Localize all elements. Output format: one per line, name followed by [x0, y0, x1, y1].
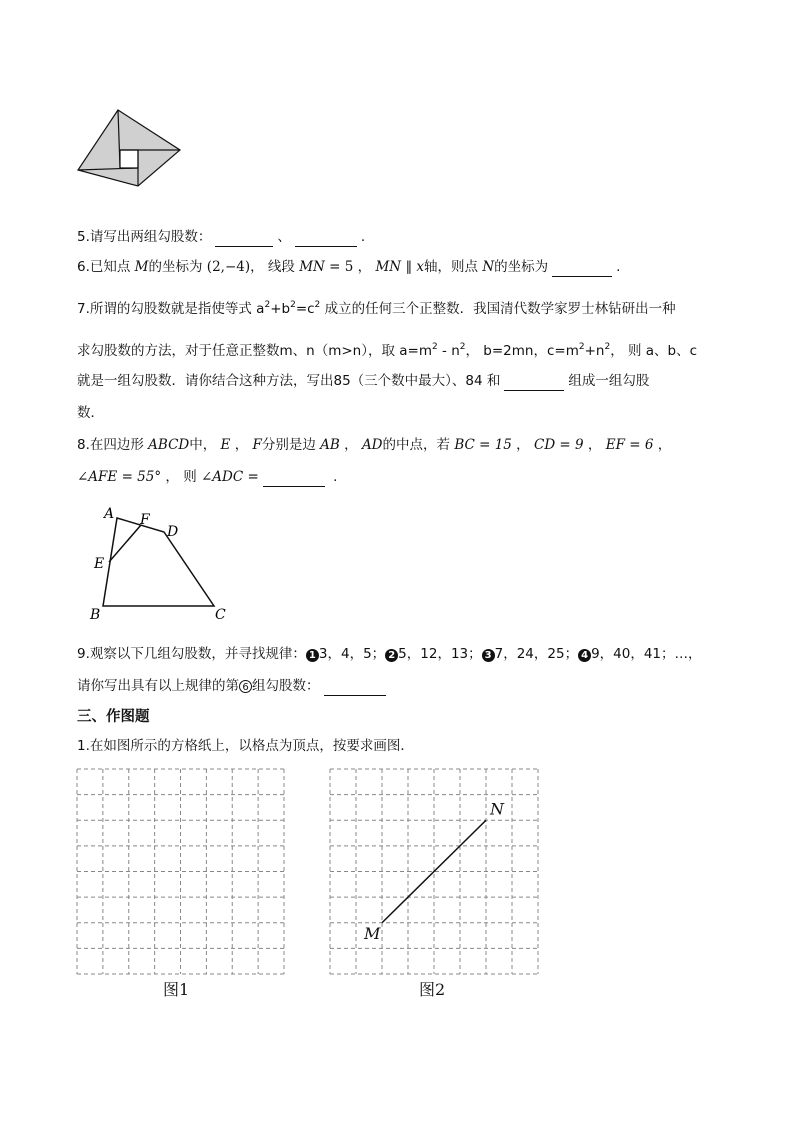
question-9-line-2	[77, 676, 390, 696]
q6-part: ，	[353, 259, 376, 275]
question-7-line-3	[77, 371, 649, 391]
q9-blank[interactable]	[324, 679, 386, 696]
q9-group: 5，12，13；	[398, 646, 482, 662]
q9-group: 9，40，41；…，	[591, 646, 702, 662]
label-a: A	[104, 506, 115, 522]
q6-end: .	[616, 259, 621, 275]
q6-part: 6.已知点	[77, 259, 135, 275]
q7-text: +n	[584, 343, 605, 359]
pinwheel-outer	[78, 110, 180, 186]
label-e: E	[94, 556, 105, 572]
q5-blank-1[interactable]	[215, 230, 273, 247]
q7-text: 就是一组勾股数．请你结合这种方法，写出85（三个数中最大）、84 和	[77, 373, 501, 389]
question-10: 1.在如图所示的方格纸上，以格点为顶点，按要求画图．	[77, 738, 414, 754]
q6-part: 的坐标为	[148, 259, 207, 275]
question-5	[77, 227, 365, 247]
label-f: F	[140, 512, 150, 528]
q9-text: 请你写出具有以上规律的第	[77, 678, 239, 694]
q6-point-n: N	[482, 259, 495, 275]
figure-1-caption: 图1	[163, 980, 190, 999]
q6-part: 的坐标为	[494, 259, 549, 275]
q8-ad: AD	[361, 437, 383, 453]
pinwheel-inner-square	[120, 150, 138, 168]
q5-sep: 、	[277, 229, 291, 245]
q7-text: 组成一组勾股	[568, 373, 650, 389]
q6-mn: MN	[299, 259, 325, 275]
q7-text: 数．	[77, 405, 104, 421]
quadrilateral-abcd	[103, 518, 214, 606]
q5-end: .	[360, 229, 366, 245]
q7-exp: 2	[459, 342, 466, 352]
question-7-line-4	[77, 403, 104, 423]
q9-num-4: 4	[578, 649, 591, 662]
q7-text: 成立的任何三个正整数．我国清代数学家罗士林钻研出一种	[320, 301, 676, 317]
q8-end: .	[328, 469, 338, 485]
grid-figure-2	[329, 768, 541, 976]
q7-exp: 2	[290, 300, 296, 310]
label-d: D	[167, 524, 179, 540]
q7-text: 求勾股数的方法，对于任意正整数m、n（m>n），取 a=m	[77, 343, 433, 359]
q9-text: 9.观察以下几组勾股数，并寻找规律：	[77, 646, 306, 662]
q8-abcd: ABCD	[148, 437, 190, 453]
q9-num-3: 3	[482, 649, 495, 662]
question-6	[77, 257, 620, 277]
q8-angle-afe: ∠AFE = 55°	[77, 469, 162, 485]
q8-text: ，	[653, 437, 672, 453]
q8-bc: BC = 15	[454, 437, 512, 453]
q8-f: F	[252, 437, 262, 453]
q7-text: +b	[270, 301, 291, 317]
q7-exp: 2	[264, 300, 271, 310]
q9-num-2: 2	[385, 649, 398, 662]
q7-exp: 2	[578, 342, 585, 352]
q6-parallel: ∥	[401, 259, 417, 275]
q6-blank[interactable]	[552, 260, 612, 277]
q7-text: 7.所谓的勾股数就是指使等式 a	[77, 301, 265, 317]
q6-part: ， 线段	[250, 259, 300, 275]
q8-text: ，	[511, 437, 534, 453]
q8-text: 中，	[189, 437, 221, 453]
question-7-line-1	[77, 295, 676, 319]
q8-ef: EF = 6	[605, 437, 654, 453]
q7-text: =c	[295, 301, 315, 317]
q8-text: 8.在四边形	[77, 437, 149, 453]
q9-num-6: 6	[239, 680, 252, 693]
q7-text: ， b=2mn，c=m	[465, 343, 579, 359]
q6-coord: (2,−4)	[206, 259, 251, 275]
q6-mn2: MN	[375, 259, 402, 275]
label-c: C	[215, 607, 226, 623]
q8-cd: CD = 9	[533, 437, 584, 453]
q6-point-m: M	[134, 259, 149, 275]
section-3-title: 三、作图题	[77, 709, 150, 725]
segment-ef	[109, 525, 141, 562]
label-b: B	[90, 607, 101, 623]
question-7-line-2	[77, 337, 697, 361]
q8-ab: AB	[320, 437, 340, 453]
label-n: N	[490, 799, 504, 819]
pinwheel-square-figure	[76, 108, 182, 188]
q8-text: 分别是边	[261, 437, 321, 453]
q9-group: 7，24，25；	[494, 646, 579, 662]
question-8-line-2	[77, 467, 337, 487]
q8-text: ， 则	[161, 469, 201, 485]
q7-exp: 2	[432, 342, 438, 352]
q7-text: ， 则 a、b、c	[610, 343, 698, 359]
question-9-line-1	[77, 644, 702, 664]
q7-exp: 2	[604, 342, 611, 352]
q9-text: 组勾股数：	[252, 678, 320, 694]
grid-figure-1	[76, 768, 286, 976]
q8-text: ，	[583, 437, 606, 453]
question-8-line-1	[77, 435, 671, 455]
q8-text: 的中点，若	[382, 437, 455, 453]
q7-blank[interactable]	[504, 374, 564, 391]
q6-eq5: = 5	[324, 259, 354, 275]
q6-part: 轴，则点	[424, 259, 483, 275]
quadrilateral-figure	[86, 504, 236, 624]
q8-angle-adc: ∠ADC =	[200, 469, 259, 485]
label-m: M	[364, 923, 381, 943]
q8-blank[interactable]	[263, 470, 325, 487]
q8-e: E	[220, 437, 231, 453]
q8-text: ，	[339, 437, 362, 453]
q9-group: 3，4，5；	[318, 646, 386, 662]
q7-exp: 2	[314, 300, 321, 310]
q8-text: ，	[230, 437, 253, 453]
q5-text: 5.请写出两组勾股数：	[77, 229, 212, 245]
q9-num-1: 1	[306, 649, 319, 662]
q7-text: - n	[437, 343, 460, 359]
q5-blank-2[interactable]	[295, 230, 357, 247]
figure-2-caption: 图2	[419, 980, 446, 999]
q6-x: x	[416, 259, 425, 275]
